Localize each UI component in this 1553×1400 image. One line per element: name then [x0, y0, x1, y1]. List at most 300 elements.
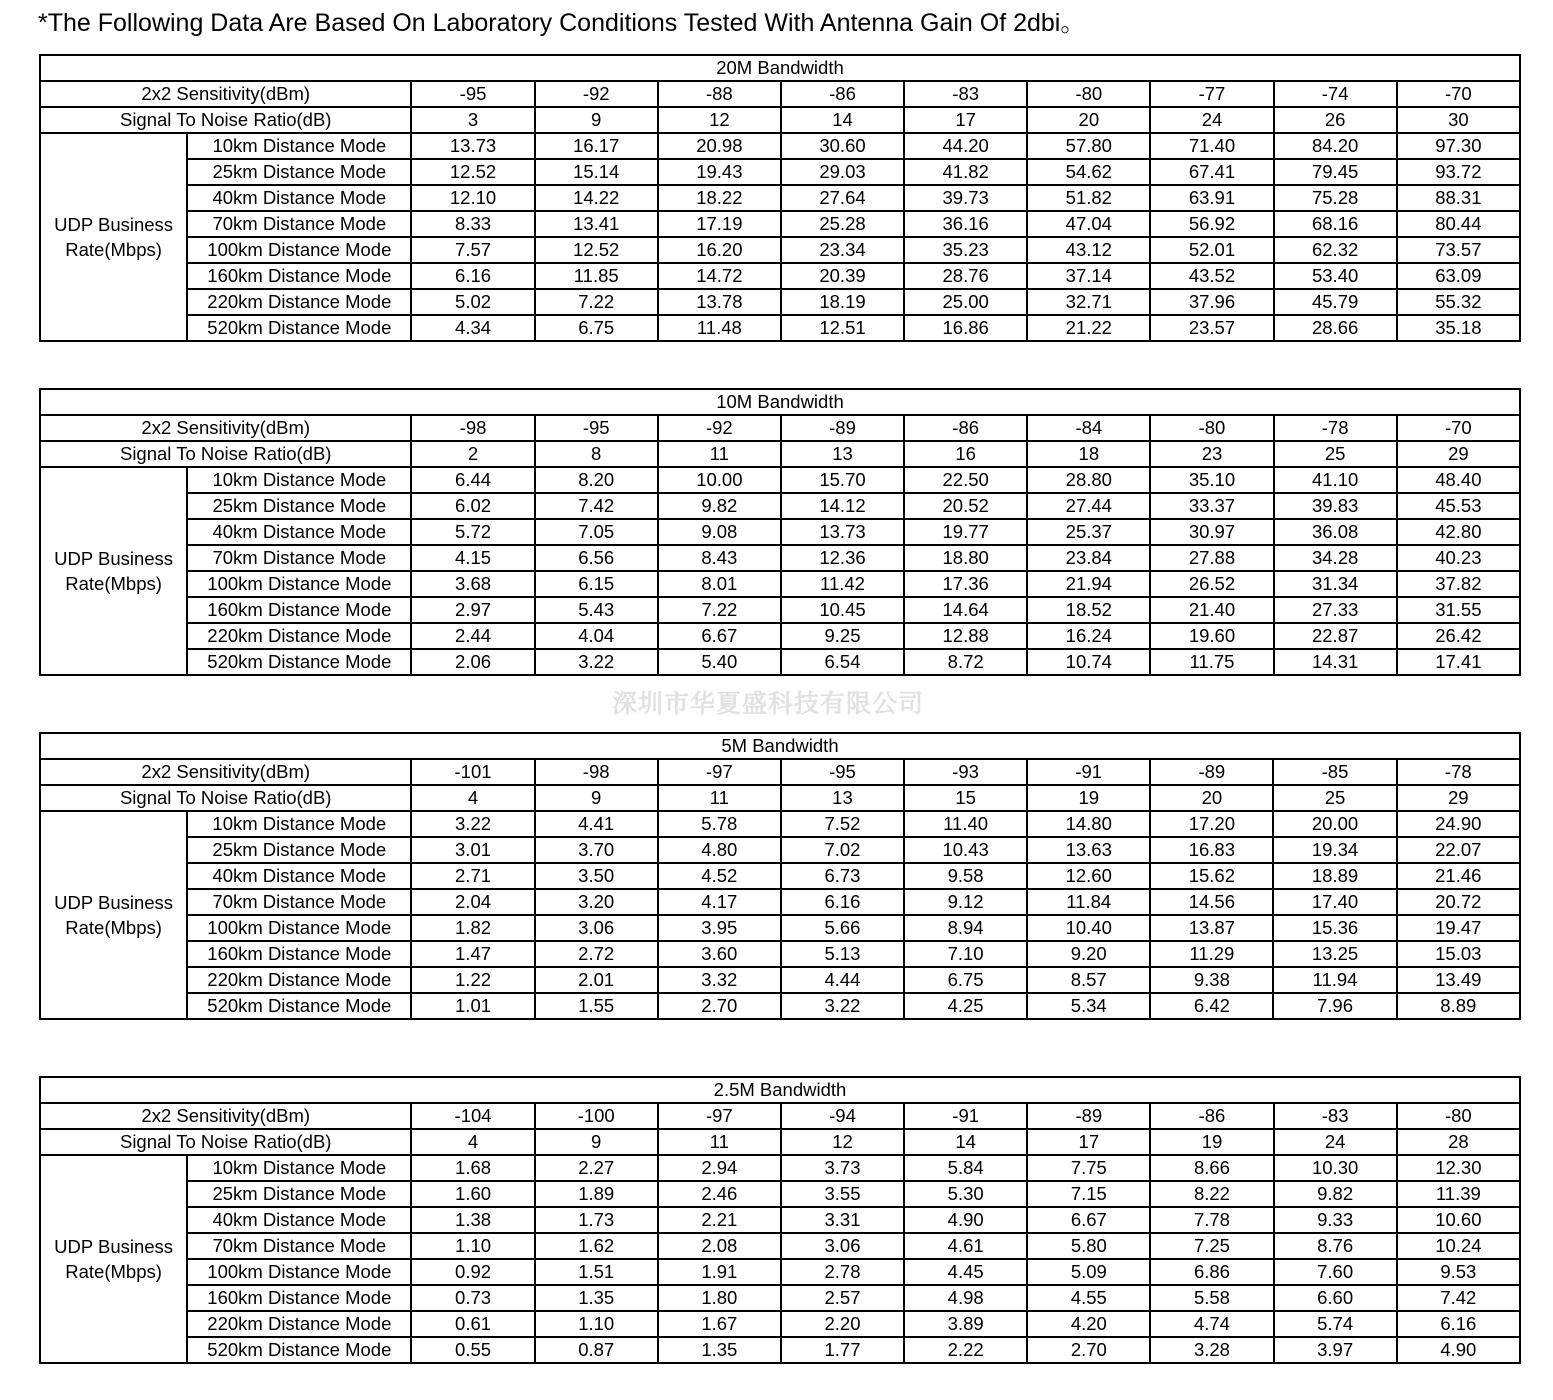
sensitivity-cell: -78 — [1397, 759, 1520, 785]
rate-cell: 3.31 — [781, 1207, 904, 1233]
rate-cell: 44.20 — [904, 133, 1027, 159]
distance-mode-label: 160km Distance Mode — [187, 1285, 411, 1311]
bandwidth-table — [39, 388, 1521, 676]
sensitivity-cell: -95 — [781, 759, 904, 785]
rate-cell: 9.08 — [658, 519, 781, 545]
rate-cell: 80.44 — [1397, 211, 1520, 237]
table-title: 5M Bandwidth — [40, 733, 1520, 759]
rate-cell: 12.52 — [411, 159, 534, 185]
rate-cell: 2.70 — [1027, 1337, 1150, 1363]
sensitivity-label: 2x2 Sensitivity(dBm) — [40, 81, 411, 107]
rate-cell: 11.75 — [1150, 649, 1273, 675]
rate-cell: 13.63 — [1027, 837, 1150, 863]
snr-cell: 20 — [1027, 107, 1150, 133]
sensitivity-cell: -86 — [781, 81, 904, 107]
snr-cell: 20 — [1150, 785, 1273, 811]
sensitivity-cell: -74 — [1274, 81, 1397, 107]
rate-cell: 5.13 — [781, 941, 904, 967]
rate-cell: 48.40 — [1397, 467, 1520, 493]
snr-cell: 8 — [535, 441, 658, 467]
rate-cell: 9.53 — [1397, 1259, 1520, 1285]
rate-cell: 4.52 — [658, 863, 781, 889]
rate-cell: 63.91 — [1150, 185, 1273, 211]
sensitivity-cell: -98 — [535, 759, 658, 785]
rate-cell: 8.22 — [1150, 1181, 1273, 1207]
sensitivity-cell: -80 — [1150, 415, 1273, 441]
rate-cell: 15.03 — [1397, 941, 1520, 967]
table-row — [40, 1233, 1520, 1259]
distance-mode-label: 70km Distance Mode — [187, 211, 411, 237]
rate-cell: 15.36 — [1273, 915, 1396, 941]
rate-cell: 1.62 — [535, 1233, 658, 1259]
distance-mode-label: 10km Distance Mode — [187, 133, 411, 159]
sensitivity-cell: -93 — [904, 759, 1027, 785]
rate-cell: 27.33 — [1274, 597, 1397, 623]
rate-cell: 27.88 — [1150, 545, 1273, 571]
snr-row — [40, 785, 1520, 811]
rate-cell: 7.60 — [1274, 1259, 1397, 1285]
rate-cell: 5.34 — [1027, 993, 1150, 1019]
rate-cell: 1.77 — [781, 1337, 904, 1363]
rate-cell: 11.94 — [1273, 967, 1396, 993]
rate-cell: 11.40 — [904, 811, 1027, 837]
rate-cell: 15.70 — [781, 467, 904, 493]
rate-cell: 10.40 — [1027, 915, 1150, 941]
rate-cell: 62.32 — [1274, 237, 1397, 263]
rate-cell: 35.18 — [1397, 315, 1520, 341]
rate-cell: 41.10 — [1274, 467, 1397, 493]
rate-cell: 5.09 — [1027, 1259, 1150, 1285]
table-row — [40, 159, 1520, 185]
rate-cell: 30.97 — [1150, 519, 1273, 545]
rate-cell: 35.10 — [1150, 467, 1273, 493]
udp-rate-label-line2: Rate(Mbps) — [65, 1261, 162, 1282]
rate-cell: 1.82 — [411, 915, 534, 941]
snr-cell: 17 — [1027, 1129, 1150, 1155]
rate-cell: 53.40 — [1274, 263, 1397, 289]
rate-cell: 71.40 — [1150, 133, 1273, 159]
udp-rate-label — [40, 467, 187, 675]
sensitivity-cell: -92 — [535, 81, 658, 107]
snr-label: Signal To Noise Ratio(dB) — [40, 107, 411, 133]
snr-cell: 25 — [1274, 441, 1397, 467]
rate-cell: 21.22 — [1027, 315, 1150, 341]
rate-cell: 19.43 — [658, 159, 781, 185]
rate-cell: 21.40 — [1150, 597, 1273, 623]
table-row — [40, 915, 1520, 941]
rate-cell: 7.22 — [535, 289, 658, 315]
table-row — [40, 571, 1520, 597]
rate-cell: 9.33 — [1274, 1207, 1397, 1233]
rate-cell: 7.52 — [781, 811, 904, 837]
rate-cell: 3.97 — [1274, 1337, 1397, 1363]
rate-cell: 56.92 — [1150, 211, 1273, 237]
distance-mode-label: 160km Distance Mode — [187, 941, 411, 967]
rate-cell: 4.20 — [1027, 1311, 1150, 1337]
rate-cell: 1.35 — [658, 1337, 781, 1363]
rate-cell: 19.47 — [1397, 915, 1520, 941]
sensitivity-cell: -86 — [1150, 1103, 1273, 1129]
rate-cell: 5.02 — [411, 289, 534, 315]
rate-cell: 6.67 — [658, 623, 781, 649]
sensitivity-cell: -95 — [535, 415, 658, 441]
snr-cell: 4 — [411, 1129, 534, 1155]
rate-cell: 15.62 — [1150, 863, 1273, 889]
rate-cell: 84.20 — [1274, 133, 1397, 159]
rate-cell: 11.39 — [1397, 1181, 1520, 1207]
rate-cell: 0.87 — [535, 1337, 658, 1363]
rate-cell: 24.90 — [1397, 811, 1520, 837]
rate-cell: 1.91 — [658, 1259, 781, 1285]
rate-cell: 1.22 — [411, 967, 534, 993]
sensitivity-cell: -97 — [658, 759, 781, 785]
rate-cell: 23.57 — [1150, 315, 1273, 341]
distance-mode-label: 10km Distance Mode — [187, 467, 411, 493]
rate-cell: 2.97 — [411, 597, 534, 623]
rate-cell: 4.15 — [411, 545, 534, 571]
rate-cell: 12.88 — [904, 623, 1027, 649]
rate-cell: 13.87 — [1150, 915, 1273, 941]
snr-cell: 11 — [658, 1129, 781, 1155]
rate-cell: 7.10 — [904, 941, 1027, 967]
rate-cell: 5.66 — [781, 915, 904, 941]
rate-cell: 42.80 — [1397, 519, 1520, 545]
rate-cell: 2.27 — [535, 1155, 658, 1181]
rate-cell: 29.03 — [781, 159, 904, 185]
rate-cell: 1.89 — [535, 1181, 658, 1207]
rate-cell: 45.53 — [1397, 493, 1520, 519]
rate-cell: 10.00 — [658, 467, 781, 493]
rate-cell: 7.25 — [1150, 1233, 1273, 1259]
sensitivity-cell: -89 — [1027, 1103, 1150, 1129]
sensitivity-cell: -98 — [411, 415, 534, 441]
rate-cell: 3.89 — [904, 1311, 1027, 1337]
rate-cell: 10.30 — [1274, 1155, 1397, 1181]
table-row — [40, 1155, 1520, 1181]
rate-cell: 7.42 — [1397, 1285, 1520, 1311]
snr-cell: 28 — [1397, 1129, 1520, 1155]
sensitivity-cell: -101 — [411, 759, 534, 785]
table-row — [40, 811, 1520, 837]
rate-cell: 7.75 — [1027, 1155, 1150, 1181]
table-row — [40, 889, 1520, 915]
snr-label: Signal To Noise Ratio(dB) — [40, 785, 411, 811]
sensitivity-cell: -78 — [1274, 415, 1397, 441]
rate-cell: 20.98 — [658, 133, 781, 159]
rate-cell: 54.62 — [1027, 159, 1150, 185]
rate-cell: 28.76 — [904, 263, 1027, 289]
rate-cell: 21.46 — [1397, 863, 1520, 889]
rate-cell: 6.42 — [1150, 993, 1273, 1019]
rate-cell: 17.19 — [658, 211, 781, 237]
rate-cell: 12.30 — [1397, 1155, 1520, 1181]
rate-cell: 47.04 — [1027, 211, 1150, 237]
rate-cell: 19.60 — [1150, 623, 1273, 649]
sensitivity-cell: -83 — [904, 81, 1027, 107]
rate-cell: 12.36 — [781, 545, 904, 571]
bandwidth-table — [39, 54, 1521, 342]
table-row — [40, 263, 1520, 289]
distance-mode-label: 10km Distance Mode — [187, 811, 411, 837]
rate-cell: 4.17 — [658, 889, 781, 915]
snr-cell: 30 — [1397, 107, 1520, 133]
sensitivity-cell: -70 — [1397, 415, 1520, 441]
snr-cell: 24 — [1274, 1129, 1397, 1155]
snr-cell: 25 — [1273, 785, 1396, 811]
rate-cell: 3.95 — [658, 915, 781, 941]
udp-rate-label-line1: UDP Business — [54, 548, 174, 569]
rate-cell: 5.74 — [1274, 1311, 1397, 1337]
rate-cell: 40.23 — [1397, 545, 1520, 571]
rate-cell: 2.04 — [411, 889, 534, 915]
rate-cell: 11.48 — [658, 315, 781, 341]
snr-label: Signal To Noise Ratio(dB) — [40, 1129, 411, 1155]
table-row — [40, 837, 1520, 863]
rate-cell: 3.70 — [535, 837, 658, 863]
rate-cell: 4.80 — [658, 837, 781, 863]
distance-mode-label: 40km Distance Mode — [187, 1207, 411, 1233]
distance-mode-label: 25km Distance Mode — [187, 159, 411, 185]
sensitivity-cell: -97 — [658, 1103, 781, 1129]
rate-cell: 6.44 — [411, 467, 534, 493]
rate-cell: 17.41 — [1397, 649, 1520, 675]
rate-cell: 7.96 — [1273, 993, 1396, 1019]
rate-cell: 14.12 — [781, 493, 904, 519]
snr-cell: 14 — [904, 1129, 1027, 1155]
sensitivity-cell: -91 — [904, 1103, 1027, 1129]
table-row — [40, 993, 1520, 1019]
udp-rate-label — [40, 1155, 187, 1363]
sensitivity-cell: -89 — [1150, 759, 1273, 785]
rate-cell: 10.43 — [904, 837, 1027, 863]
rate-cell: 7.78 — [1150, 1207, 1273, 1233]
rate-cell: 2.78 — [781, 1259, 904, 1285]
rate-cell: 4.90 — [1397, 1337, 1520, 1363]
rate-cell: 16.24 — [1027, 623, 1150, 649]
rate-cell: 3.32 — [658, 967, 781, 993]
rate-cell: 7.57 — [411, 237, 534, 263]
sensitivity-cell: -95 — [411, 81, 534, 107]
rate-cell: 45.79 — [1274, 289, 1397, 315]
rate-cell: 16.83 — [1150, 837, 1273, 863]
rate-cell: 18.80 — [904, 545, 1027, 571]
rate-cell: 37.96 — [1150, 289, 1273, 315]
rate-cell: 16.20 — [658, 237, 781, 263]
distance-mode-label: 40km Distance Mode — [187, 185, 411, 211]
rate-cell: 25.00 — [904, 289, 1027, 315]
table-title-row — [40, 55, 1520, 81]
sensitivity-cell: -83 — [1274, 1103, 1397, 1129]
rate-cell: 13.73 — [781, 519, 904, 545]
distance-mode-label: 100km Distance Mode — [187, 237, 411, 263]
rate-cell: 32.71 — [1027, 289, 1150, 315]
rate-cell: 8.01 — [658, 571, 781, 597]
rate-cell: 1.38 — [411, 1207, 534, 1233]
rate-cell: 12.52 — [535, 237, 658, 263]
rate-cell: 73.57 — [1397, 237, 1520, 263]
rate-cell: 13.49 — [1397, 967, 1520, 993]
rate-cell: 51.82 — [1027, 185, 1150, 211]
rate-cell: 75.28 — [1274, 185, 1397, 211]
snr-cell: 13 — [781, 441, 904, 467]
sensitivity-row — [40, 759, 1520, 785]
sensitivity-cell: -104 — [411, 1103, 534, 1129]
sensitivity-row — [40, 415, 1520, 441]
rate-cell: 4.55 — [1027, 1285, 1150, 1311]
table-row — [40, 597, 1520, 623]
table-row — [40, 1311, 1520, 1337]
rate-cell: 4.04 — [535, 623, 658, 649]
rate-cell: 9.82 — [1274, 1181, 1397, 1207]
rate-cell: 39.73 — [904, 185, 1027, 211]
rate-cell: 79.45 — [1274, 159, 1397, 185]
rate-cell: 26.52 — [1150, 571, 1273, 597]
rate-cell: 1.67 — [658, 1311, 781, 1337]
rate-cell: 17.20 — [1150, 811, 1273, 837]
rate-cell: 20.00 — [1273, 811, 1396, 837]
rate-cell: 8.76 — [1274, 1233, 1397, 1259]
rate-cell: 7.02 — [781, 837, 904, 863]
snr-cell: 9 — [535, 107, 658, 133]
rate-cell: 1.55 — [535, 993, 658, 1019]
rate-cell: 0.61 — [411, 1311, 534, 1337]
rate-cell: 5.80 — [1027, 1233, 1150, 1259]
rate-cell: 11.29 — [1150, 941, 1273, 967]
rate-cell: 0.73 — [411, 1285, 534, 1311]
rate-cell: 3.60 — [658, 941, 781, 967]
rate-cell: 8.94 — [904, 915, 1027, 941]
snr-cell: 26 — [1274, 107, 1397, 133]
table-row — [40, 211, 1520, 237]
rate-cell: 3.73 — [781, 1155, 904, 1181]
rate-cell: 20.52 — [904, 493, 1027, 519]
snr-cell: 29 — [1397, 441, 1520, 467]
distance-mode-label: 520km Distance Mode — [187, 993, 411, 1019]
rate-cell: 3.22 — [535, 649, 658, 675]
rate-cell: 8.89 — [1397, 993, 1520, 1019]
table-row — [40, 289, 1520, 315]
rate-cell: 7.42 — [535, 493, 658, 519]
sensitivity-cell: -94 — [781, 1103, 904, 1129]
rate-cell: 2.22 — [904, 1337, 1027, 1363]
table-row — [40, 863, 1520, 889]
rate-cell: 4.41 — [535, 811, 658, 837]
distance-mode-label: 70km Distance Mode — [187, 545, 411, 571]
rate-cell: 33.37 — [1150, 493, 1273, 519]
table-row — [40, 623, 1520, 649]
rate-cell: 5.78 — [658, 811, 781, 837]
rate-cell: 23.84 — [1027, 545, 1150, 571]
rate-cell: 16.17 — [535, 133, 658, 159]
rate-cell: 3.68 — [411, 571, 534, 597]
rate-cell: 25.37 — [1027, 519, 1150, 545]
snr-cell: 9 — [535, 785, 658, 811]
distance-mode-label: 40km Distance Mode — [187, 519, 411, 545]
rate-cell: 3.28 — [1150, 1337, 1273, 1363]
table-row — [40, 1285, 1520, 1311]
snr-cell: 17 — [904, 107, 1027, 133]
rate-cell: 23.34 — [781, 237, 904, 263]
rate-cell: 31.34 — [1274, 571, 1397, 597]
rate-cell: 34.28 — [1274, 545, 1397, 571]
rate-cell: 14.56 — [1150, 889, 1273, 915]
distance-mode-label: 40km Distance Mode — [187, 863, 411, 889]
rate-cell: 1.35 — [535, 1285, 658, 1311]
rate-cell: 27.64 — [781, 185, 904, 211]
distance-mode-label: 25km Distance Mode — [187, 1181, 411, 1207]
company-watermark: 深圳市华夏盛科技有限公司 — [612, 689, 925, 718]
rate-cell: 2.46 — [658, 1181, 781, 1207]
table-row — [40, 1259, 1520, 1285]
sensitivity-label: 2x2 Sensitivity(dBm) — [40, 415, 411, 441]
rate-cell: 25.28 — [781, 211, 904, 237]
sensitivity-cell: -100 — [535, 1103, 658, 1129]
bandwidth-table — [39, 1076, 1521, 1364]
rate-cell: 2.21 — [658, 1207, 781, 1233]
rate-cell: 8.43 — [658, 545, 781, 571]
rate-cell: 13.41 — [535, 211, 658, 237]
rate-cell: 4.61 — [904, 1233, 1027, 1259]
rate-cell: 6.75 — [535, 315, 658, 341]
rate-cell: 2.57 — [781, 1285, 904, 1311]
rate-cell: 3.55 — [781, 1181, 904, 1207]
rate-cell: 7.05 — [535, 519, 658, 545]
rate-cell: 31.55 — [1397, 597, 1520, 623]
rate-cell: 18.22 — [658, 185, 781, 211]
snr-row — [40, 107, 1520, 133]
rate-cell: 3.22 — [411, 811, 534, 837]
rate-cell: 10.45 — [781, 597, 904, 623]
rate-cell: 3.20 — [535, 889, 658, 915]
rate-cell: 28.66 — [1274, 315, 1397, 341]
rate-cell: 11.85 — [535, 263, 658, 289]
rate-cell: 6.56 — [535, 545, 658, 571]
rate-cell: 16.86 — [904, 315, 1027, 341]
table-row — [40, 493, 1520, 519]
snr-cell: 13 — [781, 785, 904, 811]
table-row — [40, 967, 1520, 993]
rate-cell: 37.82 — [1397, 571, 1520, 597]
distance-mode-label: 520km Distance Mode — [187, 1337, 411, 1363]
rate-cell: 1.60 — [411, 1181, 534, 1207]
distance-mode-label: 520km Distance Mode — [187, 649, 411, 675]
rate-cell: 4.98 — [904, 1285, 1027, 1311]
rate-cell: 2.20 — [781, 1311, 904, 1337]
rate-cell: 13.25 — [1273, 941, 1396, 967]
rate-cell: 0.55 — [411, 1337, 534, 1363]
rate-cell: 0.92 — [411, 1259, 534, 1285]
rate-cell: 1.73 — [535, 1207, 658, 1233]
rate-cell: 4.34 — [411, 315, 534, 341]
rate-cell: 12.51 — [781, 315, 904, 341]
sensitivity-row — [40, 81, 1520, 107]
table-title: 2.5M Bandwidth — [40, 1077, 1520, 1103]
rate-cell: 36.08 — [1274, 519, 1397, 545]
rate-cell: 68.16 — [1274, 211, 1397, 237]
udp-rate-label-line1: UDP Business — [54, 892, 174, 913]
rate-cell: 30.60 — [781, 133, 904, 159]
rate-cell: 1.01 — [411, 993, 534, 1019]
rate-cell: 2.01 — [535, 967, 658, 993]
sensitivity-row — [40, 1103, 1520, 1129]
rate-cell: 6.15 — [535, 571, 658, 597]
rate-cell: 6.16 — [781, 889, 904, 915]
distance-mode-label: 25km Distance Mode — [187, 493, 411, 519]
rate-cell: 97.30 — [1397, 133, 1520, 159]
snr-label: Signal To Noise Ratio(dB) — [40, 441, 411, 467]
rate-cell: 37.14 — [1027, 263, 1150, 289]
rate-cell: 15.14 — [535, 159, 658, 185]
